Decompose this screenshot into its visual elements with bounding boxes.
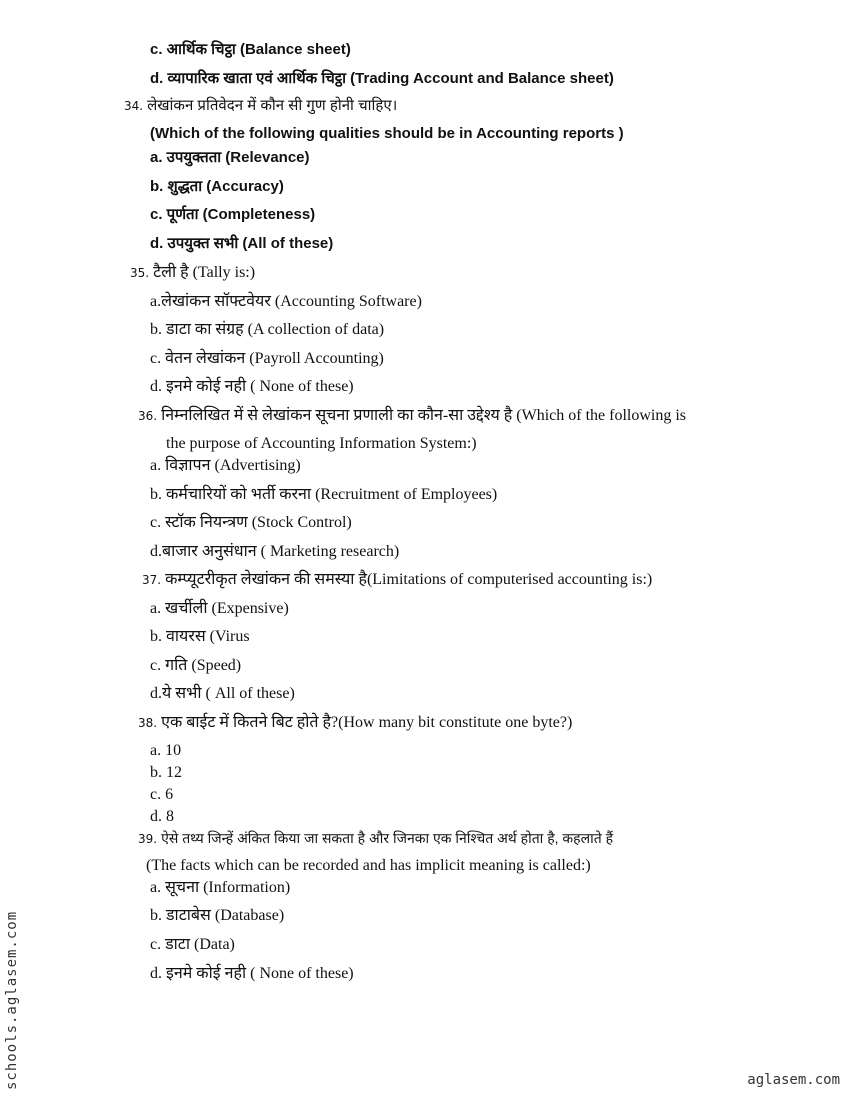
footer-watermark: aglasem.com [747,1072,840,1088]
q34-number: 34. [124,99,144,113]
q33-option-d: d. व्यापारिक खाता एवं आर्थिक चिट्ठा (Trading Account and Balance sheet) [150,70,614,87]
q35-option-d: d. इनमे कोई नही ( None of these) [150,378,354,395]
q39-option-b: b. डाटाबेस (Database) [150,907,285,924]
q34-hindi-text: लेखांकन प्रतिवेदन में कौन सी गुण होनी चाहिए। [147,97,398,114]
q39-question [138,828,613,849]
q38-question [138,713,572,733]
q36-option-b: b. कर्मचारियों को भर्ती करना (Recruitment of Employees) [150,486,498,503]
q35-option-c: c. वेतन लेखांकन (Payroll Accounting) [150,350,384,367]
q38-option-a: a. 10 [150,742,182,759]
q34-question [124,96,397,116]
q36-option-c: c. स्टॉक नियन्त्रण (Stock Control) [150,514,352,531]
q38-text: एक बाईट में कितने बिट होते है?(How many bit constitute one byte?) [161,714,573,731]
q37-option-c: c. गति (Speed) [150,657,242,674]
q36-line1: निम्नलिखित में से लेखांकन सूचना प्रणाली का कौन-सा उद्देश्य है (Which of the following is [161,407,687,424]
q38-number: 38. [138,716,158,730]
q35-text: टैली है (Tally is:) [153,264,256,281]
q37-option-d: d.ये सभी ( All of these) [150,685,295,702]
q38-option-d: d. 8 [150,808,174,825]
q36-option-d: d.बाजार अनुसंधान ( Marketing research) [150,543,400,560]
q39-english-text: (The facts which can be recorded and has implicit meaning is called:) [146,857,591,874]
q37-option-a: a. खर्चीली (Expensive) [150,600,289,617]
q39-option-c: c. डाटा (Data) [150,936,235,953]
q36-number: 36. [138,409,158,423]
q36-option-a: a. विज्ञापन (Advertising) [150,457,301,474]
q39-option-d: d. इनमे कोई नही ( None of these) [150,965,354,982]
q37-question [142,570,652,590]
q34-option-a: a. उपयुक्तता (Relevance) [150,149,310,166]
q39-number: 39. [138,832,158,846]
q34-option-d: d. उपयुक्त सभी (All of these) [150,235,334,252]
q33-option-c: c. आर्थिक चिट्ठा (Balance sheet) [150,41,351,58]
q38-option-c: c. 6 [150,786,174,803]
q36-question [138,406,686,426]
q39-hindi-text: ऐसे तथ्य जिन्हें अंकित किया जा सकता है और जिनका एक निश्चित अर्थ होता है, कहलाते हैं [161,830,614,846]
q38-option-b: b. 12 [150,764,182,781]
q37-text: कम्प्यूटरीकृत लेखांकन की समस्या है(Limitations of computerised accounting is:) [165,571,653,588]
q39-option-a: a. सूचना (Information) [150,879,291,896]
q36-line2: the purpose of Accounting Information System:) [166,435,477,452]
q35-question [130,263,255,283]
side-watermark: schools.aglasem.com [4,910,20,1090]
q34-option-b: b. शुद्धता (Accuracy) [150,178,284,195]
q35-option-a: a.लेखांकन सॉफ्टवेयर (Accounting Software) [150,293,422,310]
q34-english-text: (Which of the following qualities should be in Accounting reports ) [150,125,624,142]
q35-number: 35. [130,266,150,280]
q37-number: 37. [142,573,162,587]
q35-option-b: b. डाटा का संग्रह (A collection of data) [150,321,385,338]
q37-option-b: b. वायरस (Virus [150,628,250,645]
q34-option-c: c. पूर्णता (Completeness) [150,206,316,223]
